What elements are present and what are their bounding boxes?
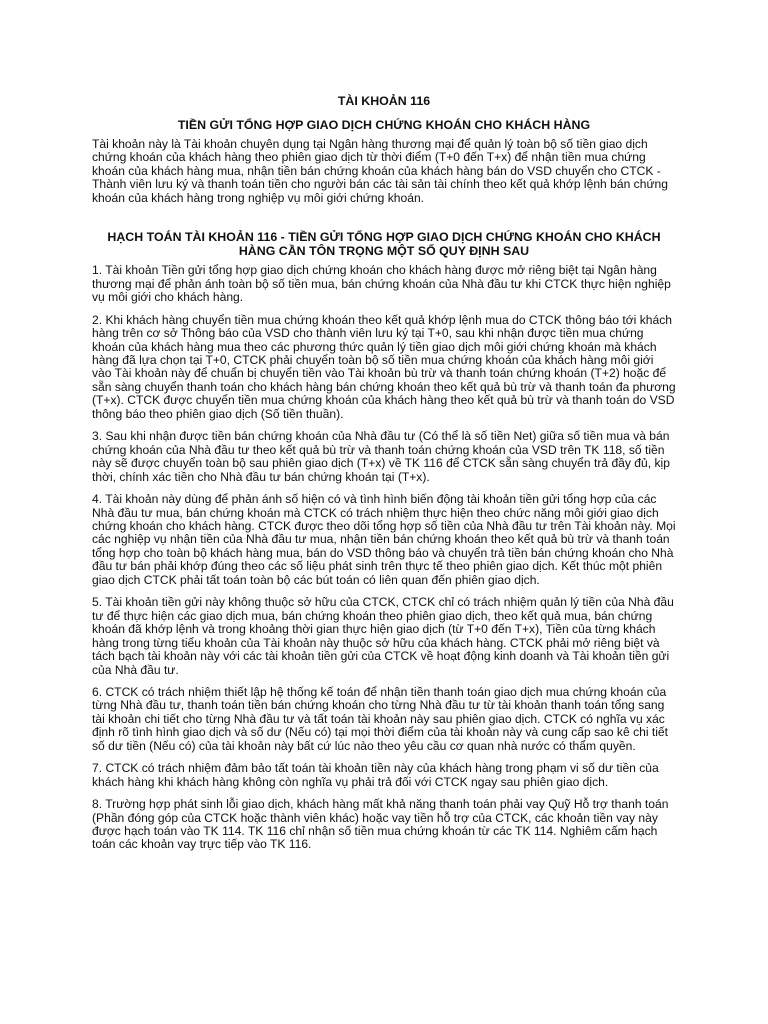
rules-list <box>92 264 676 852</box>
intro-paragraph: Tài khoản này là Tài khoản chuyên dụng tại Ngân hàng thương mại để quản lý toàn bộ số tiền giao dịch chứng khoán của khách hàng theo phiên giao dịch từ thời điểm (T+0 đến T+x) để nhận tiền mua chứng khoán của khách hàng mua, nhận tiền bán chứng khoán của khách hàng bán do VSD chuyển cho CTCK - Thành viên lưu ký và thanh toán tiền cho người bán các tài sản tài chính theo kết quả khớp lệnh bán chứng khoán của khách hàng trong nghiệp vụ môi giới chứng khoán. <box>92 137 669 205</box>
rule-item-7: 7. CTCK có trách nhiệm đảm bảo tất toán tài khoản tiền này của khách hàng trong phạm vi số dư tiền của khách hàng khi khách hàng không còn nghĩa vụ phải trả đối với CTCK ngay sau phiên giao dịch. <box>92 761 659 789</box>
rule-item-3: 3. Sau khi nhận được tiền bán chứng khoán của Nhà đầu tư (Có thể là số tiền Net) giữa số tiền mua và bán chứng khoán của Nhà đầu tư theo kết quả bù trừ và thanh toán chứng khoán của VSD trên TK 118, số tiền này sẽ được chuyển toàn bộ sau phiên giao dịch (T+x) về TK 116 để CTCK sẵn sàng chuyển trả đầy đủ, kịp thời, chính xác tiền cho Nhà đầu tư bán chứng khoán tại (T+x). <box>92 429 670 484</box>
document-page <box>92 93 676 852</box>
rule-item-6: 6. CTCK có trách nhiệm thiết lập hệ thống kế toán để nhận tiền thanh toán giao dịch mua chứng khoán của từng Nhà đầu tư, thanh toán tiền bán chứng khoán cho từng Nhà đầu tư từ tài khoản thanh toán tổng sang tài khoản chi tiết cho từng Nhà đầu tư và tất toán tài khoản này sau phiên giao dịch. CTCK có nghĩa vụ xác định rõ tình hình giao dịch và số dư (Nếu có) tại mọi thời điểm của tài khoản này và cung cấp sao kê chi tiết số dư tiền (Nếu có) của tài khoản này bất cứ lúc nào theo yêu cầu cơ quan nhà nước có thẩm quyền. <box>92 684 669 753</box>
document-title: TÀI KHOẢN 116 <box>337 94 431 108</box>
rule-item-1: 1. Tài khoản Tiền gửi tổng hợp giao dịch chứng khoán cho khách hàng được mở riêng biệt tại Ngân hàng thương mại để phản ánh toàn bộ số tiền mua, bán chứng khoán của Nhà đầu tư khi CTCK thực hiện nghiệp vụ môi giới cho khách hàng. <box>92 263 671 305</box>
rule-item-2: 2. Khi khách hàng chuyển tiền mua chứng khoán theo kết quả khớp lệnh mua do CTCK thông báo tới khách hàng trên cơ sở Thông báo của VSD cho thành viên lưu ký tại T+0, sau khi nhận được tiền mua chứng khoán của khách hàng mua theo các phương thức quản lý tiền giao dịch môi giới chứng khoán mà khách hàng đã lựa chọn tại T+0, CTCK phải chuyển toàn bộ số tiền mua chứng khoán của khách hàng môi giới vào Tài khoản này để chuẩn bị chuyển tiền vào Tài khoản bù trừ và thanh toán chứng khoán (T+2) hoặc để sẵn sàng chuyển thanh toán cho khách hàng bán chứng khoán theo kết quả bù trừ và thanh toán đa phương (T+x). CTCK được chuyển tiền mua chứng khoán của khách hàng theo kết quả bù trừ và thanh toán do VSD thông báo theo phiên giao dịch (Số tiền thuần). <box>92 312 676 421</box>
rule-item-8: 8. Trường hợp phát sinh lỗi giao dịch, khách hàng mất khả năng thanh toán phải vay Quỹ Hỗ trợ thanh toán (Phần đóng góp của CTCK hoặc thành viên khác) hoặc vay tiền hỗ trợ của CTCK, các khoản tiền vay này được hạch toán vào TK 114. TK 116 chỉ nhận số tiền mua chứng khoán từ các TK 114. Nghiêm cấm hạch toán các khoản vay trực tiếp vào TK 116. <box>92 797 669 852</box>
rule-item-4: 4. Tài khoản này dùng để phản ánh số hiện có và tình hình biến động tài khoản tiền gửi tổng hợp của các Nhà đầu tư mua, bán chứng khoán mà CTCK có trách nhiệm thực hiện theo chức năng môi giới giao dịch chứng khoán cho khách hàng. CTCK được theo dõi tổng hợp số tiền của Nhà đầu tư trên Tài khoản này. Mọi các nghiệp vụ nhận tiền của Nhà đầu tư mua, nhận tiền bán chứng khoán theo kết quả bù trừ và thanh toán tổng hợp cho toàn bộ khách hàng mua, bán do VSD thông báo và chuyển trả tiền bán chứng khoán cho Nhà đầu tư bán phải khớp đúng theo các số liệu phát sinh trên thực tế theo phiên giao dịch. Kết thúc một phiên giao dịch CTCK phải tất toán toàn bộ các bút toán có liên quan đến phiên giao dịch. <box>92 492 676 587</box>
section-title: HẠCH TOÁN TÀI KHOẢN 116 - TIỀN GỬI TỔNG HỢP GIAO DỊCH CHỨNG KHOÁN CHO KHÁCH HÀNG CẦN TÔN TRỌNG MỘT SỐ QUY ĐỊNH SAU <box>107 230 661 258</box>
rule-item-5: 5. Tài khoản tiền gửi này không thuộc sở hữu của CTCK, CTCK chỉ có trách nhiệm quản lý tiền của Nhà đầu tư để thực hiện các giao dịch mua, bán chứng khoán theo phiên giao dịch, theo kết quả mua, bán chứng khoán đã khớp lệnh và trong khoảng thời gian thực hiện giao dịch (từ T+0 đến T+x), Tiền của từng khách hàng trong từng tiểu khoản của Tài khoản này thuộc sở hữu của khách hàng. CTCK phải mở riêng biệt và tách bạch tài khoản này với các tài khoản tiền gửi của CTCK về hoạt động kinh doanh và Tài khoản tiền gửi của Nhà đầu tư. <box>92 595 674 677</box>
document-subtitle: TIỀN GỬI TỔNG HỢP GIAO DỊCH CHỨNG KHOÁN CHO KHÁCH HÀNG <box>177 118 591 132</box>
